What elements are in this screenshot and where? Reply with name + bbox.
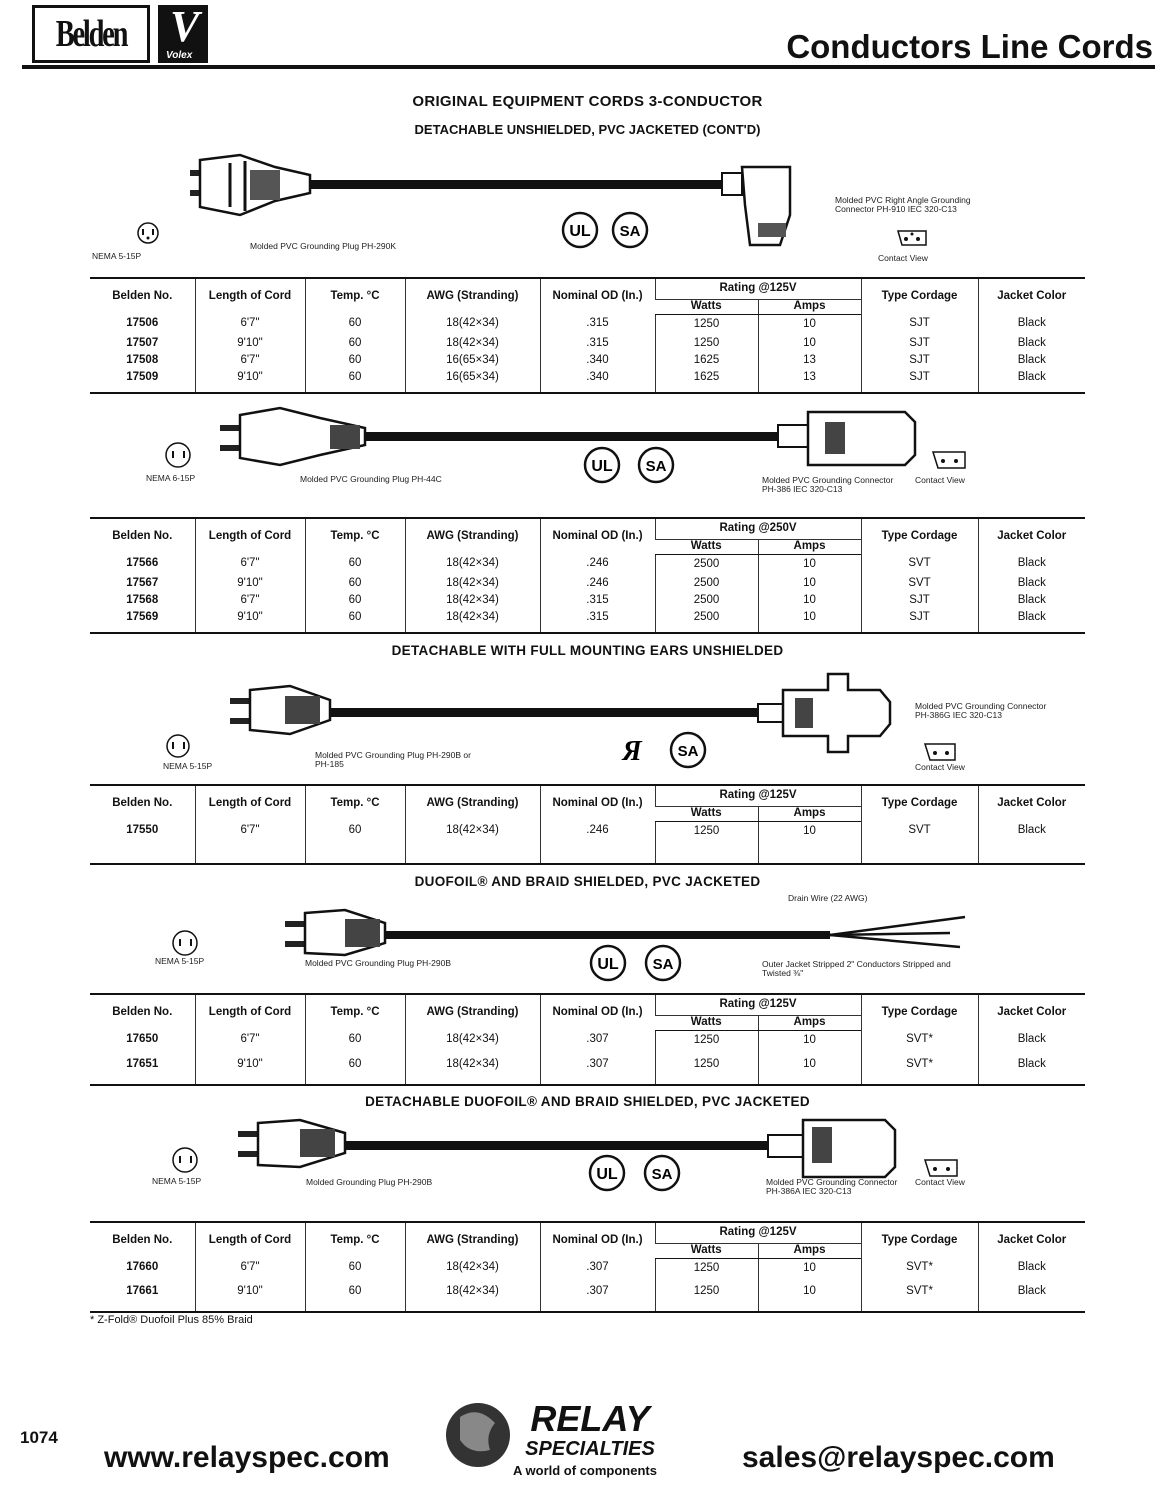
cell-od: .307: [540, 1030, 655, 1059]
column-header: Nominal OD (In.): [540, 994, 655, 1030]
cell-od: .307: [540, 1059, 655, 1085]
cell-length: 6'7": [195, 314, 305, 338]
column-header: Amps: [758, 1016, 861, 1031]
nema-label: NEMA 5-15P: [163, 761, 213, 771]
column-header: Nominal OD (In.): [540, 518, 655, 554]
cell-type: SVT: [861, 554, 978, 578]
header-divider: [22, 65, 1155, 69]
spec-table: [90, 277, 1085, 394]
cell-awg: 16(65×34): [405, 355, 540, 372]
cell-amps: 10: [758, 1059, 861, 1085]
csa-mark: [639, 448, 673, 482]
cell-belden-no: 17568: [126, 593, 159, 606]
svg-text:SA: SA: [677, 743, 699, 760]
cell-od: .307: [540, 1286, 655, 1312]
cell-type: SVT*: [861, 1059, 978, 1085]
svg-text:UL: UL: [569, 223, 591, 240]
column-header: Amps: [758, 300, 861, 315]
cell-length: 6'7": [195, 1030, 305, 1059]
cell-watts: 2500: [655, 578, 758, 595]
footnote: * Z-Fold® Duofoil Plus 85% Braid: [90, 1314, 253, 1326]
section-title: DETACHABLE WITH FULL MOUNTING EARS UNSHIELDED: [391, 643, 784, 658]
cell-type: SVT: [861, 821, 978, 864]
svg-text:SA: SA: [651, 1166, 673, 1183]
column-header: AWG (Stranding): [405, 994, 540, 1030]
cell-length: 6'7": [195, 554, 305, 578]
table-body: [90, 1258, 1085, 1312]
cell-length: 6'7": [195, 595, 305, 612]
csa-mark: [671, 733, 705, 767]
cell-jacket: Black: [978, 612, 1085, 633]
cell-belden-no: 17567: [126, 576, 159, 589]
svg-text:SA: SA: [645, 458, 667, 475]
cell-jacket: Black: [978, 355, 1085, 372]
spec-table: [90, 1221, 1085, 1313]
contact-view-label: Contact View: [915, 475, 965, 485]
cell-od: .340: [540, 372, 655, 393]
connector-drawing: [758, 674, 890, 752]
connector-drawing: [778, 412, 915, 465]
cell-jacket: Black: [978, 595, 1085, 612]
cell-belden-no: 17651: [90, 1059, 195, 1085]
website-link[interactable]: www.relayspec.com: [104, 1441, 390, 1474]
cell-belden-no: 17660: [126, 1261, 159, 1273]
nema-label: NEMA 5-15P: [92, 251, 142, 261]
cell-watts: 1250: [655, 338, 758, 355]
column-header: Length of Cord: [195, 994, 305, 1030]
nema-label: NEMA 5-15P: [155, 956, 205, 966]
column-header: Type Cordage: [861, 994, 978, 1030]
column-header: Temp. °C: [305, 518, 405, 554]
column-header: Rating @250V: [655, 518, 861, 540]
column-header: Length of Cord: [195, 278, 305, 314]
cell-belden-no: 17509: [90, 372, 195, 393]
contact-view-label: Contact View: [878, 253, 928, 263]
column-header: Type Cordage: [861, 518, 978, 554]
table-body: [90, 821, 1085, 864]
nema-icon: [167, 735, 189, 757]
relay-specialties-logo: [440, 1395, 700, 1485]
connector-label: Molded PVC Grounding Connector PH-386G IEC 320-C13: [915, 701, 1047, 720]
column-header: Rating @125V: [655, 994, 861, 1016]
cell-type: SJT: [861, 372, 978, 393]
cell-watts: 2500: [655, 612, 758, 633]
drain-wire-label: Drain Wire (22 AWG): [788, 893, 868, 903]
column-header: Watts: [655, 540, 758, 555]
cell-length: 6'7": [195, 355, 305, 372]
cell-awg: 18(42×34): [405, 1059, 540, 1085]
cell-temp: 60: [305, 554, 405, 578]
cell-watts: 1250: [655, 1059, 758, 1085]
connector-label: Molded PVC Grounding Connector PH-386A IEC 320-C13: [766, 1177, 898, 1196]
cell-type: SVT*: [861, 1030, 978, 1059]
section-subtitle: DETACHABLE UNSHIELDED, PVC JACKETED (CONT'D): [414, 122, 761, 137]
cell-length: 6'7": [195, 1258, 305, 1286]
cell-amps: 10: [758, 338, 861, 355]
column-header: Jacket Color: [978, 785, 1085, 821]
column-header: Rating @125V: [655, 785, 861, 807]
table-row: [90, 314, 1085, 338]
contact-view-icon: [898, 231, 926, 245]
svg-text:SPECIALTIES: SPECIALTIES: [525, 1438, 655, 1460]
cell-type: SJT: [861, 314, 978, 338]
column-header: Jacket Color: [978, 994, 1085, 1030]
cell-awg: 18(42×34): [405, 554, 540, 578]
cell-jacket: Black: [978, 338, 1085, 355]
table-row: [90, 612, 1085, 633]
cell-awg: 18(42×34): [405, 1258, 540, 1286]
cord-line: [385, 931, 830, 939]
cell-jacket: Black: [978, 821, 1085, 864]
svg-text:A world of components: A world of components: [513, 1463, 657, 1478]
cell-length: 9'10": [195, 1286, 305, 1312]
cell-temp: 60: [305, 612, 405, 633]
cell-amps: 10: [758, 1258, 861, 1286]
cell-jacket: Black: [978, 1059, 1085, 1085]
cell-length: 9'10": [195, 1059, 305, 1085]
column-header: Watts: [655, 300, 758, 315]
cell-temp: 60: [305, 578, 405, 595]
cell-jacket: Black: [978, 1030, 1085, 1059]
cell-amps: 10: [758, 314, 861, 338]
ul-mark: [590, 1156, 624, 1190]
cell-awg: 18(42×34): [405, 821, 540, 864]
cell-awg: 18(42×34): [405, 314, 540, 338]
column-header: Belden No.: [90, 278, 195, 314]
column-header: Temp. °C: [305, 1222, 405, 1258]
column-header: Jacket Color: [978, 518, 1085, 554]
svg-text:SA: SA: [619, 223, 641, 240]
plug-drawing: [285, 910, 385, 955]
cell-temp: 60: [305, 338, 405, 355]
nema-icon: [173, 931, 197, 955]
ul-mark: [563, 213, 597, 247]
cell-amps: 10: [758, 554, 861, 578]
cell-watts: 1625: [655, 372, 758, 393]
plug-drawing: [230, 686, 330, 734]
cell-belden-no: 17569: [90, 612, 195, 633]
cell-type: SJT: [861, 355, 978, 372]
connector-drawing: [722, 167, 790, 245]
cell-length: 9'10": [195, 612, 305, 633]
table-row: [90, 1059, 1085, 1085]
cell-jacket: Black: [978, 314, 1085, 338]
cell-temp: 60: [305, 1286, 405, 1312]
cell-awg: 18(42×34): [405, 612, 540, 633]
plug-label: Molded PVC Grounding Plug PH-290B or PH-185: [315, 750, 471, 769]
column-header: AWG (Stranding): [405, 1222, 540, 1258]
cell-watts: 2500: [655, 595, 758, 612]
cell-od: .246: [540, 821, 655, 864]
email-link[interactable]: sales@relayspec.com: [742, 1441, 1055, 1474]
table-row: [90, 372, 1085, 393]
stripped-label: Outer Jacket Stripped 2" Conductors Stripped and Twisted ⅜": [762, 959, 951, 978]
table-row: [90, 1030, 1085, 1059]
plug-label: Molded Grounding Plug PH-290B: [306, 1177, 433, 1187]
cell-jacket: Black: [978, 554, 1085, 578]
section-title: ORIGINAL EQUIPMENT CORDS 3-CONDUCTOR: [412, 93, 763, 110]
cell-awg: 18(42×34): [405, 1030, 540, 1059]
cell-length: 9'10": [195, 338, 305, 355]
column-header: Amps: [758, 1244, 861, 1259]
connector-drawing: [768, 1120, 895, 1177]
table-body: [90, 314, 1085, 393]
cord-line: [365, 432, 780, 441]
cell-belden-no: 17661: [90, 1286, 195, 1312]
column-header: Nominal OD (In.): [540, 785, 655, 821]
column-header: Amps: [758, 540, 861, 555]
cell-amps: 13: [758, 355, 861, 372]
column-header: AWG (Stranding): [405, 518, 540, 554]
cell-amps: 10: [758, 1286, 861, 1312]
column-header: Temp. °C: [305, 994, 405, 1030]
svg-text:RELAY: RELAY: [530, 1398, 650, 1439]
column-header: Length of Cord: [195, 518, 305, 554]
cord-line: [310, 180, 725, 189]
cell-type: SJT: [861, 595, 978, 612]
plug-label: Molded PVC Grounding Plug PH-290K: [250, 241, 396, 251]
table-row: [90, 1286, 1085, 1312]
cell-watts: 2500: [655, 554, 758, 578]
plug-label: Molded PVC Grounding Plug PH-290B: [305, 958, 451, 968]
svg-text:SA: SA: [652, 956, 674, 973]
volex-logo: V Volex: [158, 5, 208, 63]
section-title: DUOFOIL® AND BRAID SHIELDED, PVC JACKETED: [414, 874, 761, 889]
column-header: Type Cordage: [861, 1222, 978, 1258]
cell-awg: 18(42×34): [405, 578, 540, 595]
cell-belden-no: 17650: [126, 1033, 159, 1045]
section-title: DETACHABLE DUOFOIL® AND BRAID SHIELDED, PVC JACKETED: [365, 1094, 810, 1109]
table-row: [90, 1258, 1085, 1286]
cell-od: .246: [540, 578, 655, 595]
cell-temp: 60: [305, 595, 405, 612]
cell-watts: 1250: [655, 1286, 758, 1312]
table-row: [90, 554, 1085, 578]
column-header: Watts: [655, 807, 758, 822]
cell-watts: 1250: [655, 314, 758, 338]
cell-temp: 60: [305, 1059, 405, 1085]
csa-mark: [646, 946, 680, 980]
column-header: Length of Cord: [195, 1222, 305, 1258]
table-row: [90, 595, 1085, 612]
cell-od: .340: [540, 355, 655, 372]
cell-od: .315: [540, 314, 655, 338]
plug-drawing: [220, 408, 365, 465]
csa-mark: [645, 1156, 679, 1190]
column-header: Length of Cord: [195, 785, 305, 821]
straight-cord-drawing: [90, 400, 1080, 515]
cell-od: .315: [540, 338, 655, 355]
csa-mark: [613, 213, 647, 247]
cell-amps: 10: [758, 1030, 861, 1059]
cell-belden-no: 17508: [126, 353, 159, 366]
column-header: Type Cordage: [861, 785, 978, 821]
cell-temp: 60: [305, 1030, 405, 1059]
column-header: Amps: [758, 807, 861, 822]
column-header: Belden No.: [90, 518, 195, 554]
connector-label: Molded PVC Right Angle Grounding Connector PH-910 IEC 320-C13: [835, 195, 971, 214]
ul-mark: [585, 448, 619, 482]
cell-type: SVT*: [861, 1258, 978, 1286]
cell-temp: 60: [305, 372, 405, 393]
nema-icon: [166, 443, 190, 467]
cell-amps: 13: [758, 372, 861, 393]
nema-label: NEMA 6-15P: [146, 473, 196, 483]
column-header: Watts: [655, 1244, 758, 1259]
column-header: Type Cordage: [861, 278, 978, 314]
detachable-shielded-cord-drawing: [90, 1115, 1080, 1220]
column-header: Nominal OD (In.): [540, 1222, 655, 1258]
cell-temp: 60: [305, 821, 405, 864]
cell-od: .307: [540, 1258, 655, 1286]
page-number: 1074: [20, 1428, 58, 1447]
contact-view-label: Contact View: [915, 762, 965, 772]
column-header: Belden No.: [90, 1222, 195, 1258]
ur-mark: [621, 736, 642, 767]
nema-icon: [138, 223, 158, 243]
column-header: Belden No.: [90, 785, 195, 821]
spec-table: [90, 517, 1085, 634]
cell-watts: 1250: [655, 1258, 758, 1286]
cell-type: SVT*: [861, 1286, 978, 1312]
table-row: [90, 338, 1085, 355]
cell-jacket: Black: [978, 578, 1085, 595]
cell-awg: 16(65×34): [405, 372, 540, 393]
column-header: Watts: [655, 1016, 758, 1031]
svg-text:UL: UL: [596, 1166, 618, 1183]
cell-watts: 1250: [655, 821, 758, 864]
plug-label: Molded PVC Grounding Plug PH-44C: [300, 474, 442, 484]
plug-drawing: [190, 155, 310, 215]
cell-watts: 1625: [655, 355, 758, 372]
cell-belden-no: 17550: [90, 821, 195, 864]
cell-belden-no: 17507: [126, 336, 159, 349]
cell-amps: 10: [758, 578, 861, 595]
column-header: Belden No.: [90, 994, 195, 1030]
svg-text:UL: UL: [591, 458, 613, 475]
cell-belden-no: 17506: [126, 317, 159, 329]
plug-drawing: [238, 1120, 345, 1167]
cell-type: SJT: [861, 612, 978, 633]
svg-text:Я: Я: [622, 736, 642, 767]
cell-length: 9'10": [195, 372, 305, 393]
cell-amps: 10: [758, 821, 861, 864]
table-body: [90, 554, 1085, 633]
column-header: Jacket Color: [978, 1222, 1085, 1258]
connector-label: Molded PVC Grounding Connector PH-386 IEC 320-C13: [762, 475, 894, 494]
cell-length: 9'10": [195, 578, 305, 595]
contact-view-icon: [925, 744, 955, 760]
cell-awg: 18(42×34): [405, 1286, 540, 1312]
cell-awg: 18(42×34): [405, 595, 540, 612]
nema-label: NEMA 5-15P: [152, 1176, 202, 1186]
cell-jacket: Black: [978, 372, 1085, 393]
table-row: [90, 578, 1085, 595]
table-row: [90, 821, 1085, 864]
table-row: [90, 355, 1085, 372]
contact-view-icon: [925, 1160, 957, 1176]
cord-line: [330, 708, 760, 717]
cell-amps: 10: [758, 612, 861, 633]
column-header: Temp. °C: [305, 785, 405, 821]
belden-logo: Belden: [32, 5, 150, 63]
column-header: Rating @125V: [655, 1222, 861, 1244]
cell-type: SVT: [861, 578, 978, 595]
contact-view-icon: [933, 452, 965, 468]
cell-awg: 18(42×34): [405, 338, 540, 355]
cell-jacket: Black: [978, 1286, 1085, 1312]
cell-temp: 60: [305, 355, 405, 372]
table-body: [90, 1030, 1085, 1085]
spec-table: [90, 784, 1085, 865]
cell-belden-no: 17566: [126, 557, 159, 569]
column-header: AWG (Stranding): [405, 785, 540, 821]
cell-temp: 60: [305, 1258, 405, 1286]
cell-watts: 1250: [655, 1030, 758, 1059]
spec-table: [90, 993, 1085, 1086]
cell-jacket: Black: [978, 1258, 1085, 1286]
nema-icon: [173, 1148, 197, 1172]
cell-od: .315: [540, 595, 655, 612]
cell-od: .246: [540, 554, 655, 578]
page-title: Conductors Line Cords: [786, 28, 1153, 65]
contact-view-label: Contact View: [915, 1177, 965, 1187]
cell-type: SJT: [861, 338, 978, 355]
cord-line: [345, 1141, 770, 1150]
cell-temp: 60: [305, 314, 405, 338]
ul-mark: [591, 946, 625, 980]
svg-text:UL: UL: [597, 956, 619, 973]
cell-amps: 10: [758, 595, 861, 612]
column-header: AWG (Stranding): [405, 278, 540, 314]
column-header: Rating @125V: [655, 278, 861, 300]
column-header: Nominal OD (In.): [540, 278, 655, 314]
column-header: Jacket Color: [978, 278, 1085, 314]
cell-length: 6'7": [195, 821, 305, 864]
cell-od: .315: [540, 612, 655, 633]
stripped-wires: [830, 917, 965, 947]
column-header: Temp. °C: [305, 278, 405, 314]
